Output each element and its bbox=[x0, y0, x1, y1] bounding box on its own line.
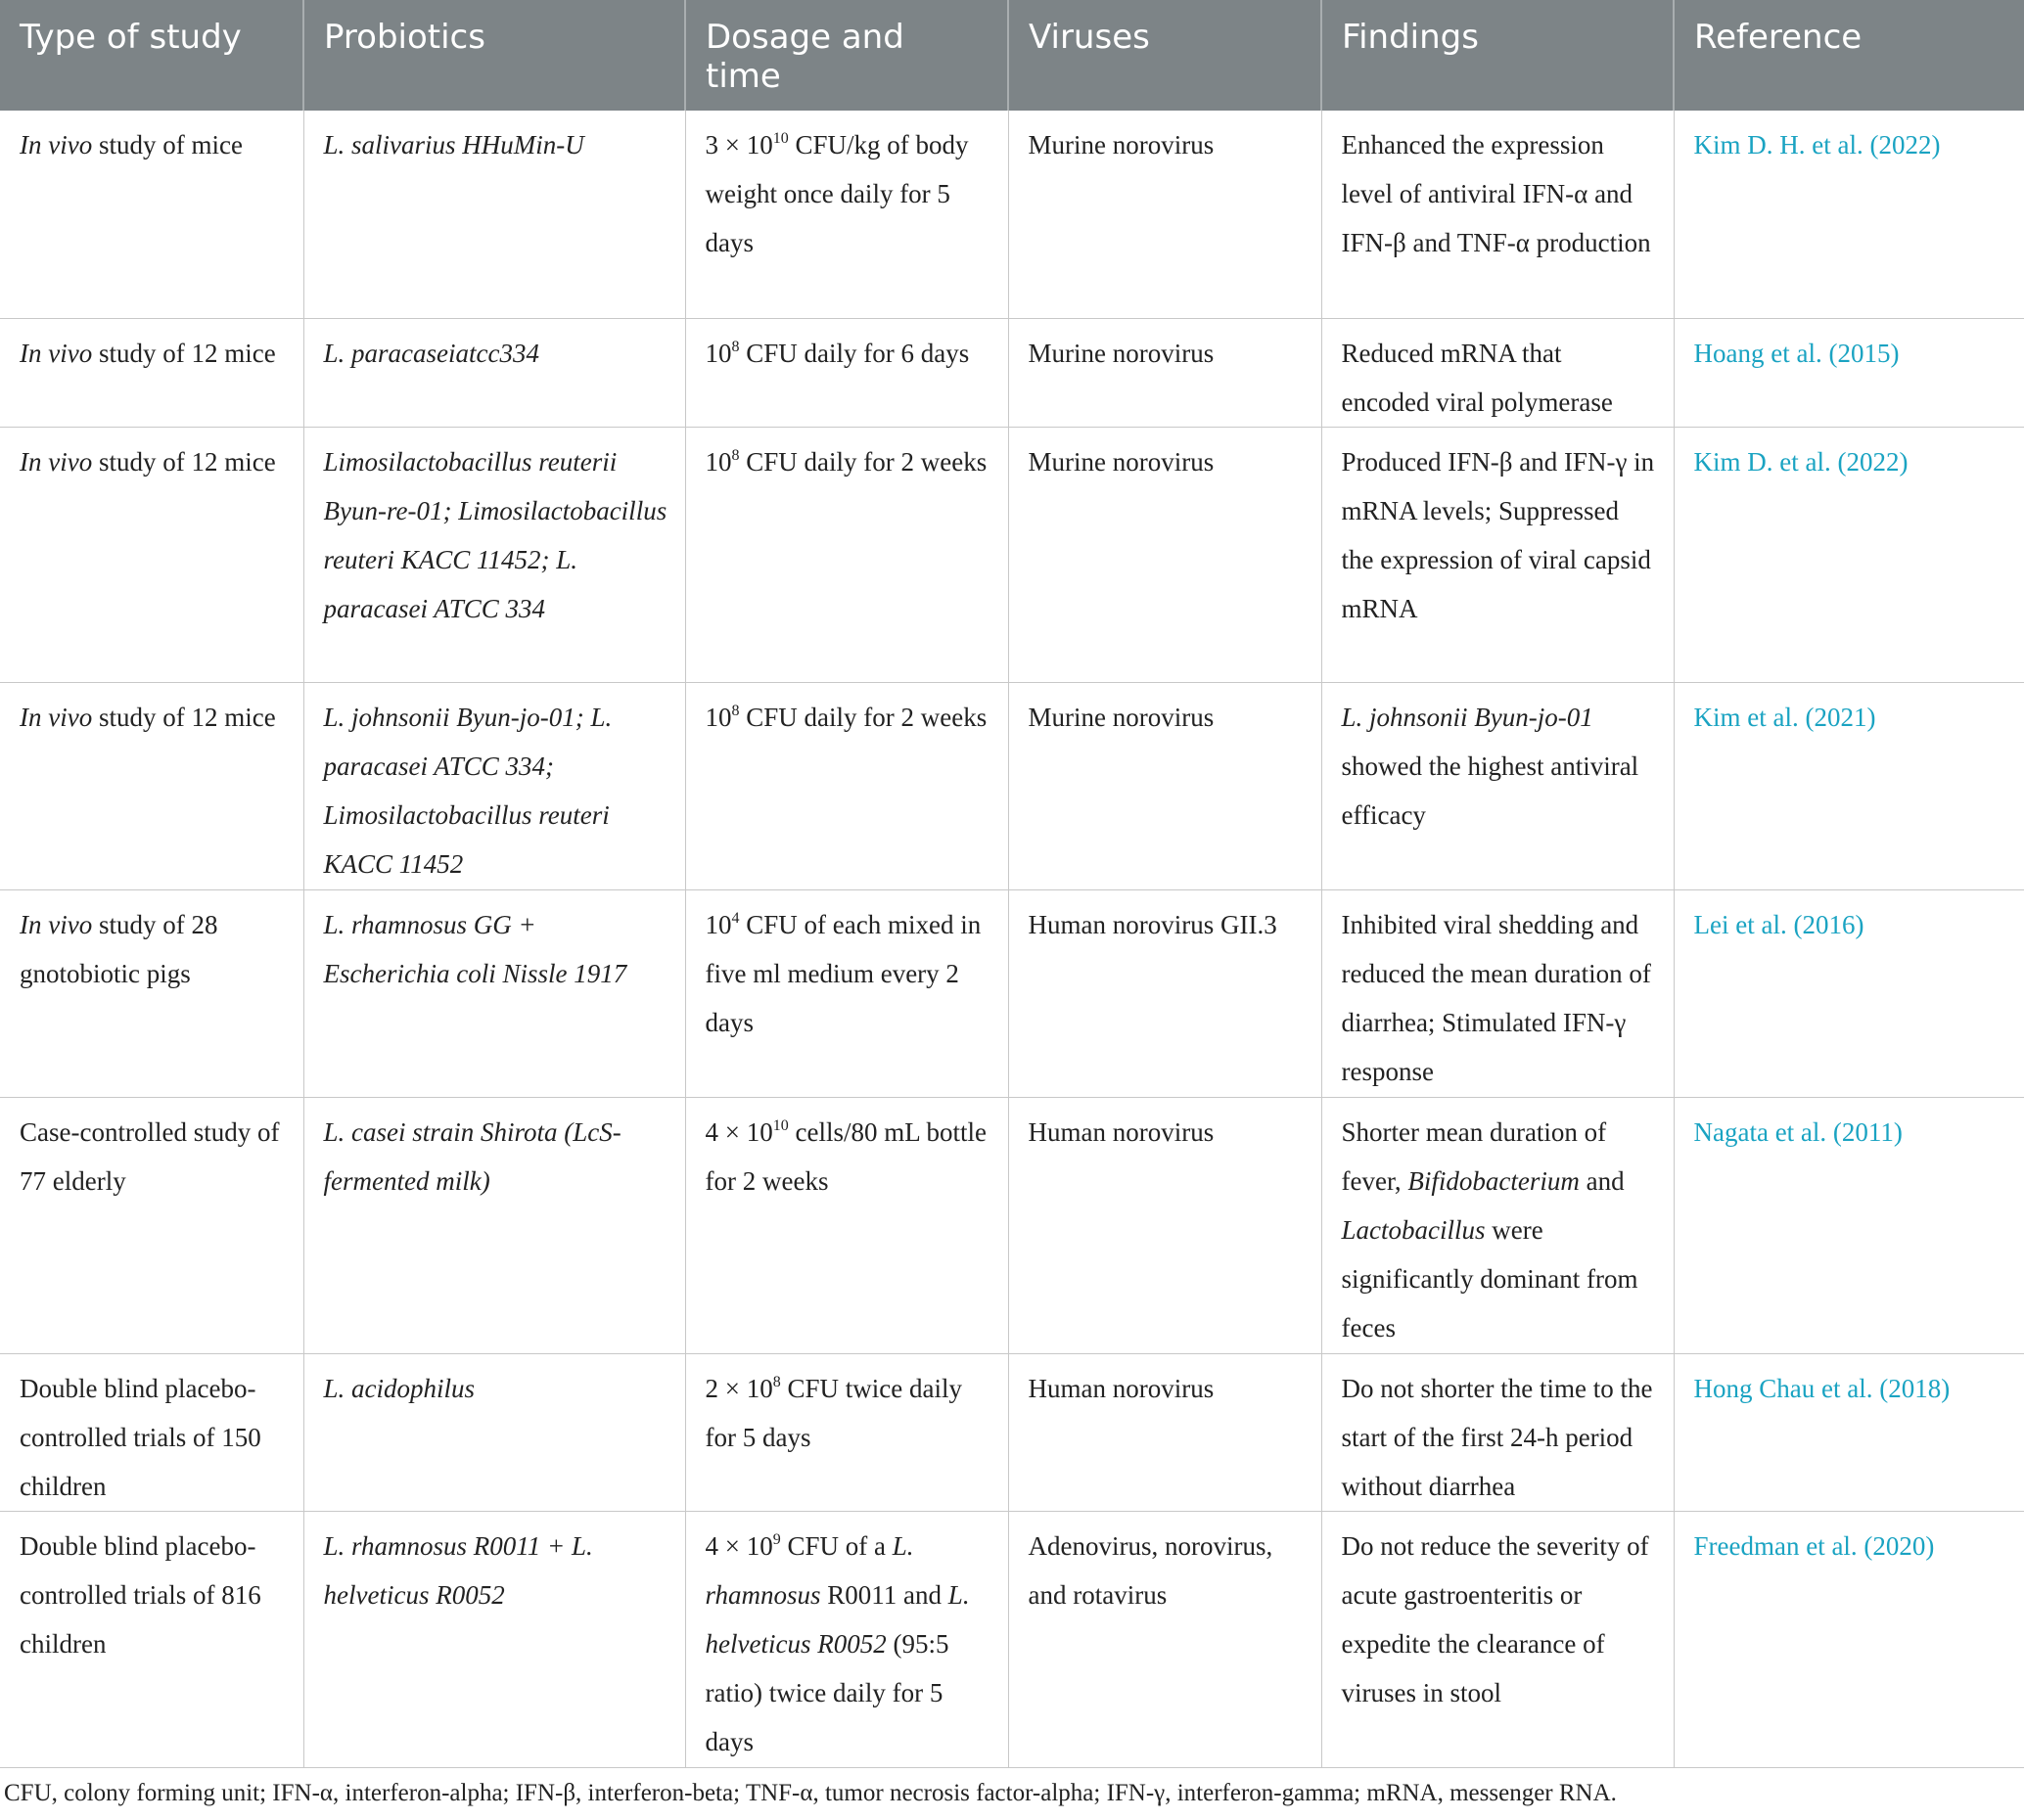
reference-link[interactable]: Hoang et al. (2015) bbox=[1674, 318, 2024, 427]
cell-findings: Shorter mean duration of fever, Bifidobacterium and Lactobacillus were significantly dominant from feces bbox=[1321, 1097, 1674, 1353]
header-probiotics: Probiotics bbox=[303, 0, 685, 111]
cell-findings: Inhibited viral shedding and reduced the mean duration of diarrhea; Stimulated IFN-γ response bbox=[1321, 889, 1674, 1097]
cell-findings: Reduced mRNA that encoded viral polymerase bbox=[1321, 318, 1674, 427]
table-row bbox=[0, 682, 2024, 889]
cell-probiotics: L. johnsonii Byun-jo-01; L. paracasei ATCC 334; Limosilactobacillus reuteri KACC 11452 bbox=[303, 682, 685, 889]
cell-type-of-study: Double blind placebo-controlled trials of 816 children bbox=[0, 1511, 303, 1767]
table-header-row bbox=[0, 0, 2024, 111]
cell-viruses: Murine norovirus bbox=[1008, 682, 1321, 889]
cell-probiotics: L. acidophilus bbox=[303, 1353, 685, 1511]
reference-link[interactable]: Hong Chau et al. (2018) bbox=[1674, 1353, 2024, 1511]
header-viruses: Viruses bbox=[1008, 0, 1321, 111]
cell-dosage: $10^4$ CFU of each mixed in five ml medium every 2 days bbox=[685, 889, 1008, 1097]
reference-link[interactable]: Nagata et al. (2011) bbox=[1674, 1097, 2024, 1353]
cell-viruses: Adenovirus, norovirus, and rotavirus bbox=[1008, 1511, 1321, 1767]
cell-probiotics: L. rhamnosus GG + Escherichia coli Nissle 1917 bbox=[303, 889, 685, 1097]
cell-type-of-study: In vivo study of 12 mice bbox=[0, 318, 303, 427]
cell-dosage: $4 \times 10^{10}$ cells/80 mL bottle for 2 weeks bbox=[685, 1097, 1008, 1353]
cell-type-of-study: In vivo study of 28 gnotobiotic pigs bbox=[0, 889, 303, 1097]
cell-dosage: $10^8$ CFU daily for 2 weeks bbox=[685, 427, 1008, 682]
cell-type-of-study: In vivo study of 12 mice bbox=[0, 427, 303, 682]
cell-viruses: Murine norovirus bbox=[1008, 427, 1321, 682]
cell-dosage: $3 \times 10^{10}$ CFU/kg of body weight once daily for 5 days bbox=[685, 111, 1008, 318]
table-row bbox=[0, 1511, 2024, 1767]
reference-link[interactable]: Lei et al. (2016) bbox=[1674, 889, 2024, 1097]
cell-dosage: $2 \times 10^8$ CFU twice daily for 5 days bbox=[685, 1353, 1008, 1511]
cell-type-of-study: In vivo study of mice bbox=[0, 111, 303, 318]
cell-findings: L. johnsonii Byun-jo-01 showed the highest antiviral efficacy bbox=[1321, 682, 1674, 889]
cell-findings: Enhanced the expression level of antiviral IFN-α and IFN-β and TNF-α production bbox=[1321, 111, 1674, 318]
reference-link[interactable]: Kim et al. (2021) bbox=[1674, 682, 2024, 889]
cell-probiotics: Limosilactobacillus reuterii Byun-re-01; Limosilactobacillus reuteri KACC 11452; L. paracasei ATCC 334 bbox=[303, 427, 685, 682]
cell-type-of-study: In vivo study of 12 mice bbox=[0, 682, 303, 889]
reference-link[interactable]: Kim D. et al. (2022) bbox=[1674, 427, 2024, 682]
table-row bbox=[0, 1097, 2024, 1353]
cell-viruses: Human norovirus bbox=[1008, 1097, 1321, 1353]
table-row bbox=[0, 111, 2024, 318]
cell-type-of-study: Case-controlled study of 77 elderly bbox=[0, 1097, 303, 1353]
cell-findings: Do not shorter the time to the start of the first 24-h period without diarrhea bbox=[1321, 1353, 1674, 1511]
cell-probiotics: L. paracaseiatcc334 bbox=[303, 318, 685, 427]
cell-viruses: Murine norovirus bbox=[1008, 318, 1321, 427]
cell-dosage: $10^8$ CFU daily for 2 weeks bbox=[685, 682, 1008, 889]
reference-link[interactable]: Freedman et al. (2020) bbox=[1674, 1511, 2024, 1767]
reference-link[interactable]: Kim D. H. et al. (2022) bbox=[1674, 111, 2024, 318]
cell-probiotics: L. casei strain Shirota (LcS-fermented milk) bbox=[303, 1097, 685, 1353]
table-row bbox=[0, 1353, 2024, 1511]
cell-probiotics: L. salivarius HHuMin-U bbox=[303, 111, 685, 318]
cell-type-of-study: Double blind placebo-controlled trials of 150 children bbox=[0, 1353, 303, 1511]
header-findings: Findings bbox=[1321, 0, 1674, 111]
cell-dosage: $10^8$ CFU daily for 6 days bbox=[685, 318, 1008, 427]
cell-viruses: Murine norovirus bbox=[1008, 111, 1321, 318]
header-dosage-and-time: Dosage and time bbox=[685, 0, 1008, 111]
cell-viruses: Human norovirus GII.3 bbox=[1008, 889, 1321, 1097]
cell-findings: Produced IFN-β and IFN-γ in mRNA levels; Suppressed the expression of viral capsid mRNA bbox=[1321, 427, 1674, 682]
table-row bbox=[0, 318, 2024, 427]
cell-viruses: Human norovirus bbox=[1008, 1353, 1321, 1511]
table-row bbox=[0, 427, 2024, 682]
cell-probiotics: L. rhamnosus R0011 + L. helveticus R0052 bbox=[303, 1511, 685, 1767]
header-type-of-study: Type of study bbox=[0, 0, 303, 111]
table-footnote: CFU, colony forming unit; IFN-α, interferon-alpha; IFN-β, interferon-beta; TNF-α, tumor necrosis factor-alpha; IFN-γ, interferon-gamma; mRNA, messenger RNA. bbox=[4, 1779, 1617, 1806]
header-reference: Reference bbox=[1674, 0, 2024, 111]
cell-dosage: $4 \times 10^9$ CFU of a L. rhamnosus R0011 and L. helveticus R0052 (95:5 ratio) twice daily for 5 days bbox=[685, 1511, 1008, 1767]
table-row bbox=[0, 889, 2024, 1097]
cell-findings: Do not reduce the severity of acute gastroenteritis or expedite the clearance of viruses in stool bbox=[1321, 1511, 1674, 1767]
